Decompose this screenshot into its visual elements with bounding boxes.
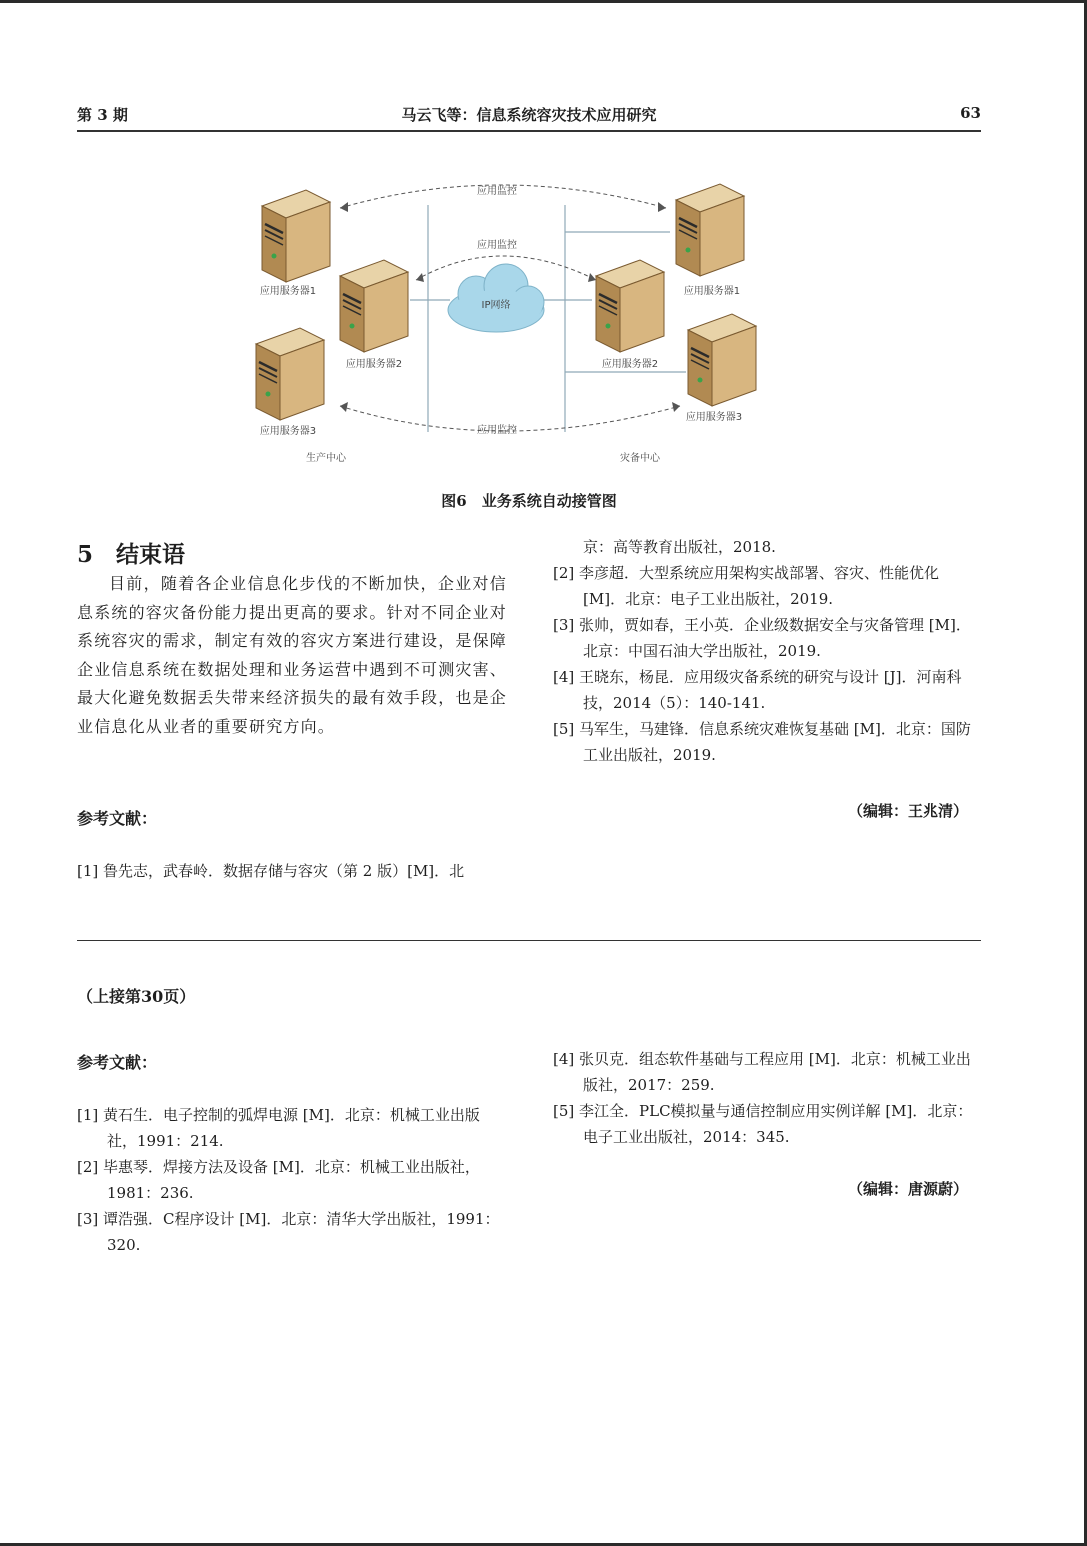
reference-item: [1] 黄石生．电子控制的弧焊电源 [M]．北京：机械工业出版社，1991：214. xyxy=(77,1106,480,1150)
ip-network-cloud xyxy=(448,264,544,332)
label-monitor-top: 应用监控 xyxy=(477,186,517,197)
label-left-server-3: 应用服务器3 xyxy=(259,426,317,437)
arrowhead xyxy=(672,402,680,412)
arrowhead xyxy=(340,202,348,212)
reference-list-a-right xyxy=(553,534,981,768)
editor-credit: （编辑：唐源蔚） xyxy=(848,1180,969,1198)
reference-item: [2] 李彦超．大型系统应用架构实战部署、容灾、性能优化 [M]．北京：电子工业出版社，2019. xyxy=(553,564,940,608)
reference-item: [3] 张帅，贾如春，王小英．企业级数据安全与灾备管理 [M]．北京：中国石油大学出版社，2019. xyxy=(553,616,971,660)
section-divider xyxy=(77,940,981,941)
label-production-center: 生产中心 xyxy=(306,453,346,464)
server-left-2-icon xyxy=(340,260,408,352)
section-title: 5 结束语 xyxy=(77,541,186,568)
label-right-server-2: 应用服务器2 xyxy=(601,359,659,370)
reference-item: [2] 毕惠琴．焊接方法及设备 [M]．北京：机械工业出版社，1981：236. xyxy=(77,1158,480,1202)
label-right-server-3: 应用服务器3 xyxy=(685,412,743,423)
references-heading: 参考文献： xyxy=(77,809,158,828)
label-ip-network: IP网络 xyxy=(481,300,511,311)
figure-6 xyxy=(240,170,780,470)
page-number: 63 xyxy=(960,104,981,122)
reference-list-b-left xyxy=(77,1102,507,1258)
reference-item: [4] 王晓东，杨昆．应用级灾备系统的研究与设计 [J]．河南科技，2014（5）：140-141. xyxy=(553,668,962,712)
label-monitor-bottom: 应用监控 xyxy=(477,425,517,436)
figure-caption: 图6 业务系统自动接管图 xyxy=(441,492,617,510)
label-monitor-middle: 应用监控 xyxy=(477,240,517,251)
running-head xyxy=(77,104,981,128)
issue-number: 第 3 期 xyxy=(77,106,128,124)
reference-item: [4] 张贝克．组态软件基础与工程应用 [M]．北京：机械工业出版社，2017：259. xyxy=(553,1050,971,1094)
continued-note: （上接第30页） xyxy=(77,987,196,1006)
page-border-top xyxy=(0,0,1087,3)
arrowhead xyxy=(340,402,348,412)
server-right-2-icon xyxy=(596,260,664,352)
reference-item: [5] 马军生，马建锋．信息系统灾难恢复基础 [M]．北京：国防工业出版社，2019. xyxy=(553,720,971,764)
body-paragraph: 目前，随着各企业信息化步伐的不断加快，企业对信息系统的容灾备份能力提出更高的要求。针对不同企业对系统容灾的需求，制定有效的容灾方案进行建设，是保障企业信息系统在数据处理和业务运营中遇到不可测灾害、最大化避免数据丢失带来经济损失的最有效手段，也是企业信息化从业者的重要研究方向。 xyxy=(77,574,508,736)
label-left-server-2: 应用服务器2 xyxy=(345,359,403,370)
header-rule xyxy=(77,130,981,132)
label-backup-center: 灾备中心 xyxy=(620,453,660,464)
server-left-3-icon xyxy=(256,328,324,420)
takeover-diagram xyxy=(240,170,780,470)
running-head-title: 马云飞等：信息系统容灾技术应用研究 xyxy=(401,106,657,124)
label-left-server-1: 应用服务器1 xyxy=(259,286,317,297)
reference-item: [5] 李江全．PLC模拟量与通信控制应用实例详解 [M]．北京：电子工业出版社，2014：345. xyxy=(553,1102,973,1146)
reference-item: [3] 谭浩强．C程序设计 [M]．北京：清华大学出版社，1991：320. xyxy=(77,1210,500,1254)
arrowhead xyxy=(588,273,596,282)
arrowhead xyxy=(416,273,424,282)
reference-item: [1] 鲁先志，武春岭．数据存储与容灾（第 2 版）[M]．北 xyxy=(77,862,465,880)
server-right-1-icon xyxy=(676,184,744,276)
arrowhead xyxy=(658,202,666,212)
server-right-3-icon xyxy=(688,314,756,406)
server-left-1-icon xyxy=(262,190,330,282)
references-heading: 参考文献： xyxy=(77,1053,158,1072)
reference-item: 京：高等教育出版社，2018. xyxy=(553,538,776,556)
reference-list-a-left xyxy=(77,858,507,884)
editor-credit: （编辑：王兆清） xyxy=(848,802,969,820)
label-right-server-1: 应用服务器1 xyxy=(683,286,741,297)
reference-list-b-right xyxy=(553,1046,981,1150)
